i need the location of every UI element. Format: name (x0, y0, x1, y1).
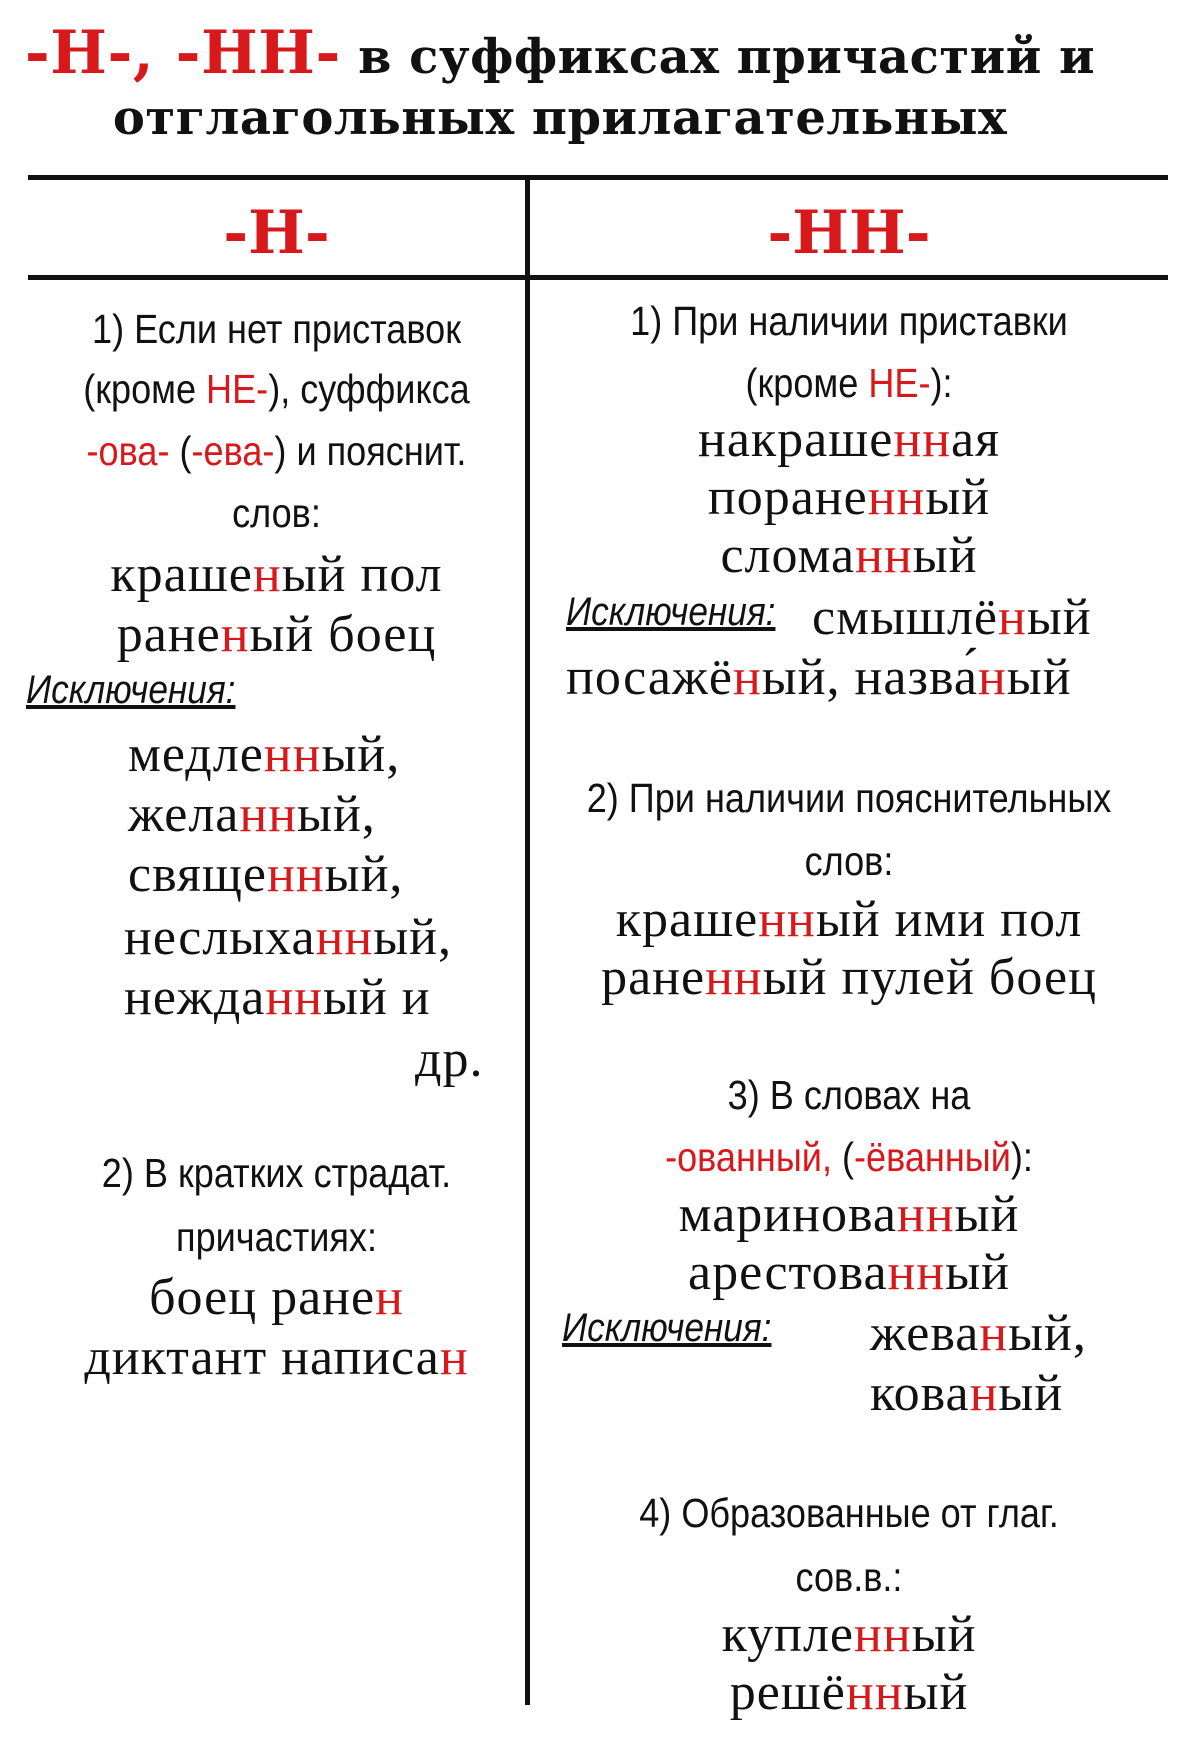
left-exception-1 (128, 725, 400, 784)
left-ex2a: ране (116, 606, 221, 663)
left-exc1a: медле (128, 726, 264, 783)
left-example-3 (28, 1268, 525, 1327)
right-ex8a: купле (721, 1606, 854, 1663)
left-exception-3 (128, 845, 403, 904)
right-exc3a: жева (870, 1305, 980, 1362)
left-example-1 (28, 545, 525, 604)
left-exceptions-label: Исключения: (26, 668, 236, 712)
right-ex1c: ая (951, 411, 1001, 468)
right-ex1b: нн (893, 411, 952, 468)
right-ex5c: ый пулей боец (762, 949, 1097, 1006)
left-rule-2-line2: причастиях: (176, 1214, 377, 1260)
right-ex6c: ый (954, 1186, 1020, 1243)
right-r3-suffix-evannyi: -ёванный (854, 1134, 1011, 1180)
right-exception-2 (566, 648, 1072, 707)
right-rule-1-line1: 1) При наличии приставки (630, 298, 1068, 344)
left-column-header: -Н- (223, 198, 330, 268)
left-exc2a: жела (128, 786, 240, 843)
page-title (0, 18, 1120, 88)
right-ex3c: ый (912, 527, 978, 584)
right-ex4b: нн (758, 891, 816, 948)
header-rule (28, 275, 1168, 280)
right-example-4 (530, 890, 1168, 949)
left-rule-1-line2 (58, 366, 495, 413)
left-r1-l2a: (кроме (83, 366, 207, 412)
left-exception-4 (124, 908, 452, 967)
right-example-7 (530, 1243, 1168, 1302)
left-exc2b: нн (239, 786, 298, 843)
left-rule-1-line1: 1) Если нет приставок (92, 306, 461, 352)
right-ex5b: нн (705, 949, 763, 1006)
right-ex5a: ране (601, 949, 706, 1006)
right-ex4a: краше (615, 891, 759, 948)
right-ex7c: ый (945, 1244, 1010, 1301)
right-ex8b: нн (853, 1606, 912, 1663)
right-example-3 (530, 526, 1168, 585)
left-exc5a: нежда (124, 969, 266, 1026)
right-r3-l2b: ( (842, 1134, 855, 1180)
right-column-header: -НН- (767, 198, 931, 268)
right-ex6a: маринова (678, 1186, 897, 1243)
right-ex2a: поране (707, 469, 868, 526)
left-exc5b: нн (265, 969, 324, 1026)
right-ex4c: ый ими пол (815, 891, 1083, 948)
left-exception-6: др. (415, 1031, 484, 1088)
left-r1-suffix-ova: -ова- (86, 428, 170, 474)
right-exception-4 (870, 1364, 1063, 1423)
left-exc4b: нн (315, 909, 374, 966)
left-ex1a: краше (110, 546, 253, 603)
right-ex3a: слома (720, 527, 856, 584)
right-exceptions-row-1 (566, 590, 804, 635)
left-rule-1-line4: слов: (232, 490, 321, 536)
title-suffix-nn: -НН- (175, 18, 341, 88)
right-exc2a: посажё (566, 649, 733, 706)
left-exc2c: ый, (297, 786, 376, 843)
right-example-1 (530, 410, 1168, 469)
right-ex2c: ый (925, 469, 991, 526)
left-ex1b: н (252, 546, 282, 603)
right-exc1a: смышлё (812, 589, 998, 646)
right-r3-suffix-ovannyi: -ованный, (665, 1134, 843, 1180)
right-ex8c: ый (911, 1606, 977, 1663)
right-rule-4-line2: сов.в.: (795, 1554, 903, 1600)
right-example-2 (530, 468, 1168, 527)
right-ex1a: накраше (697, 411, 894, 468)
right-example-9 (530, 1663, 1168, 1722)
left-exception-5 (124, 968, 431, 1027)
left-exc3a: свяще (128, 846, 267, 903)
right-ex3b: нн (855, 527, 913, 584)
left-r1-l3d: ) и пояснит. (274, 428, 467, 474)
right-rule-2-line2: слов: (804, 838, 894, 884)
left-r1-l3b: ( (169, 428, 192, 474)
right-exc1c: ый (1026, 589, 1092, 646)
top-rule (28, 175, 1168, 180)
right-ex6b: нн (896, 1186, 955, 1243)
right-exc3c: ый, (1008, 1305, 1087, 1362)
right-ex7b: нн (887, 1244, 946, 1301)
left-exc1b: нн (263, 726, 322, 783)
left-ex2c: ый боец (249, 606, 437, 663)
right-ex2b: нн (867, 469, 926, 526)
right-exc4c: ый (998, 1365, 1064, 1422)
right-example-5 (530, 948, 1168, 1007)
right-example-6 (530, 1185, 1168, 1244)
right-exc1b: н (998, 589, 1027, 646)
title-comma: , (132, 18, 176, 88)
right-r3-l2d: ): (1010, 1134, 1033, 1180)
right-rule-2-line1: 2) При наличии пояснительных (586, 775, 1112, 821)
left-exc5c: ый и (323, 969, 431, 1026)
title-suffix-n: -Н- (24, 18, 133, 88)
left-ex4b: н (439, 1329, 469, 1386)
left-r1-l2c: ), суффикса (268, 366, 470, 412)
page-subtitle: отглагольных прилагательных (112, 90, 1008, 146)
left-exc4a: неслыха (124, 909, 316, 966)
right-exc4b: н (969, 1365, 999, 1422)
right-ex9c: ый (903, 1664, 969, 1721)
right-rule-3-line1: 3) В словах на (727, 1072, 971, 1118)
left-r1-prefix-ne: НЕ- (206, 366, 269, 412)
right-exception-1 (812, 588, 1092, 647)
left-ex3b: н (375, 1269, 404, 1326)
right-exc4a: кова (870, 1365, 970, 1422)
left-exc4c: ый, (373, 909, 452, 966)
right-exc2d: н (977, 649, 1007, 706)
left-ex2b: н (220, 606, 250, 663)
right-r1-l2c: ): (930, 360, 953, 406)
title-rest: в суффиксах причастий и (340, 29, 1096, 85)
left-exc3b: нн (267, 846, 325, 903)
left-example-2 (28, 605, 525, 664)
left-rule-1-line3 (58, 428, 495, 475)
right-exc2b: н (732, 649, 762, 706)
left-ex4a: диктант написа (84, 1329, 440, 1386)
right-exc2c: ый, назва́ (761, 649, 978, 706)
right-rule-1-line2 (568, 360, 1129, 407)
right-example-8 (530, 1605, 1168, 1664)
left-exc3c: ый, (324, 846, 404, 903)
left-ex3a: боец ране (149, 1269, 376, 1326)
left-ex1c: ый пол (281, 546, 443, 603)
right-rule-4-line1: 4) Образованные от глаг. (639, 1490, 1059, 1536)
left-rule-2-line1: 2) В кратких страдат. (101, 1150, 452, 1196)
left-exc1c: ый, (321, 726, 401, 783)
right-ex7a: арестова (688, 1244, 888, 1301)
left-r1-suffix-eva: -ева- (191, 428, 275, 474)
right-ex9b: нн (845, 1664, 904, 1721)
right-ex9a: решё (729, 1664, 846, 1721)
right-exception-3 (870, 1304, 1087, 1363)
right-exc2e: ый (1006, 649, 1072, 706)
right-exc3b: н (979, 1305, 1009, 1362)
left-example-4 (28, 1328, 525, 1387)
right-rule-3-line2 (568, 1134, 1129, 1181)
right-r1-l2a: (кроме (745, 360, 869, 406)
right-r1-prefix-ne: НЕ- (868, 360, 931, 406)
left-exception-2 (128, 785, 376, 844)
right-exceptions-label-2: Исключения: (562, 1306, 772, 1350)
right-exceptions-label: Исключения: (566, 590, 776, 634)
